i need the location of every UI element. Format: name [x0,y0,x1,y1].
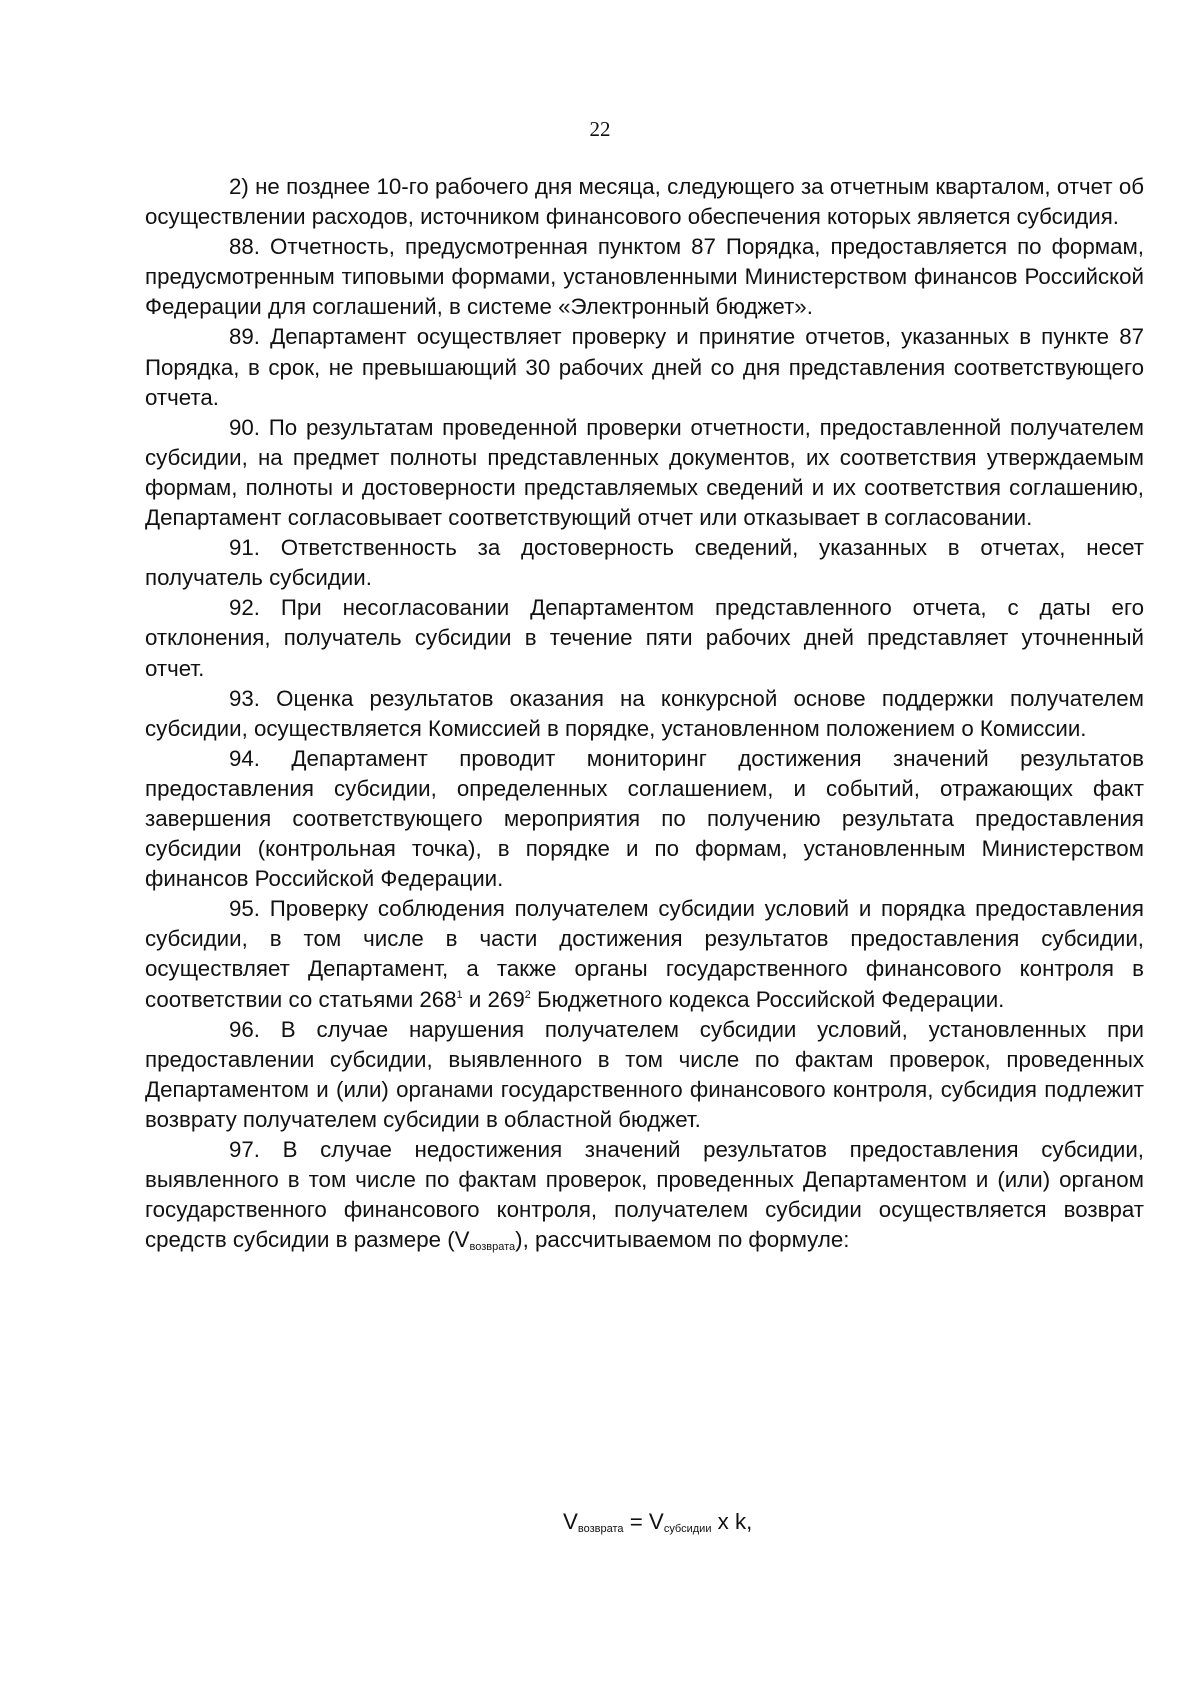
superscript-2: 2 [524,988,531,1001]
paragraph-97-text-a: 97. В случае недостижения значений результатов предоставления субсидии, выявленного в том числе по фактам проверок, проведенных Департаментом и (или) органом государственного финансового контроля, получателем субсидии осуществляется возврат средств субсидии в размере (V [145,1137,1144,1253]
paragraph-87-2: 2) не позднее 10-го рабочего дня месяца, следующего за отчетным кварталом, отчет об осуществлении расходов, источником финансового обеспечения которых является субсидия. [145,174,1144,230]
paragraph-89: 89. Департамент осуществляет проверку и принятие отчетов, указанных в пункте 87 Порядка, в срок, не превышающий 30 рабочих дней со дня представления соответствующего отчета. [145,324,1144,410]
formula-v1: V [563,1509,578,1534]
paragraph-95 [145,894,1144,1014]
formula-v1-subscript: возврата [577,1523,624,1535]
formula-line [563,1509,752,1535]
paragraph-97-text-b: ), рассчитываемом по формуле: [515,1227,850,1253]
paragraph-90: 90. По результатам проведенной проверки отчетности, предоставленной получателем субсидии, на предмет полноты представленных документов, их соответствия утверждаемым формам, полноты и достоверности представляемых сведений и их соответствия соглашению, Департамент согласовывает соответствующий отчет или отказывает в согласовании. [145,414,1144,531]
page-number: 22 [589,117,611,141]
superscript-1: 1 [456,988,463,1001]
formula-v2-subscript: субсидии [663,1523,712,1535]
paragraph-88: 88. Отчетность, предусмотренная пунктом 87 Порядка, предоставляется по формам, предусмотренным типовыми формами, установленными Министерством финансов Российской Федерации для соглашений, в системе «Электронный бюджет». [145,234,1144,320]
paragraph-95-text-b: и 269 [462,986,525,1012]
formula-equals: = V [623,1509,664,1534]
paragraph-91: 91. Ответственность за достоверность сведений, указанных в отчетах, несет получатель субсидии. [145,535,1144,591]
paragraph-94: 94. Департамент проводит мониторинг достижения значений результатов предоставления субсидии, определенных соглашением, и событий, отражающих факт завершения соответствующего мероприятия по получению результата предоставления субсидии (контрольная точка), в порядке и по формам, установленным Министерством финансов Российской Федерации. [145,745,1144,892]
paragraph-95-text-c: Бюджетного кодекса Российской Федерации. [530,986,1005,1012]
paragraph-92: 92. При несогласовании Департаментом представленного отчета, с даты его отклонения, получатель субсидии в течение пяти рабочих дней представляет уточненный отчет. [145,595,1144,681]
paragraph-95-text-a: 95. Проверку соблюдения получателем субсидии условий и порядка предоставления субсидии, в том числе в части достижения результатов предоставления субсидии, осуществляет Департамент, а также органы государственного финансового контроля в соответствии со статьями 268 [145,896,1144,1012]
document-body [145,172,1144,1255]
subscript-vozvrata: возврата [469,1241,516,1254]
paragraph-93: 93. Оценка результатов оказания на конкурсной основе поддержки получателем субсидии, осуществляется Комиссией в порядке, установленном положением о Комиссии. [145,685,1144,741]
paragraph-97 [145,1135,1144,1255]
paragraph-96: 96. В случае нарушения получателем субсидии условий, установленных при предоставлении субсидии, выявленного в том числе по фактам проверок, проведенных Департаментом и (или) органами государственного финансового контроля, субсидия подлежит возврату получателем субсидии в областной бюджет. [145,1016,1144,1132]
formula-rest: x k, [711,1509,753,1534]
